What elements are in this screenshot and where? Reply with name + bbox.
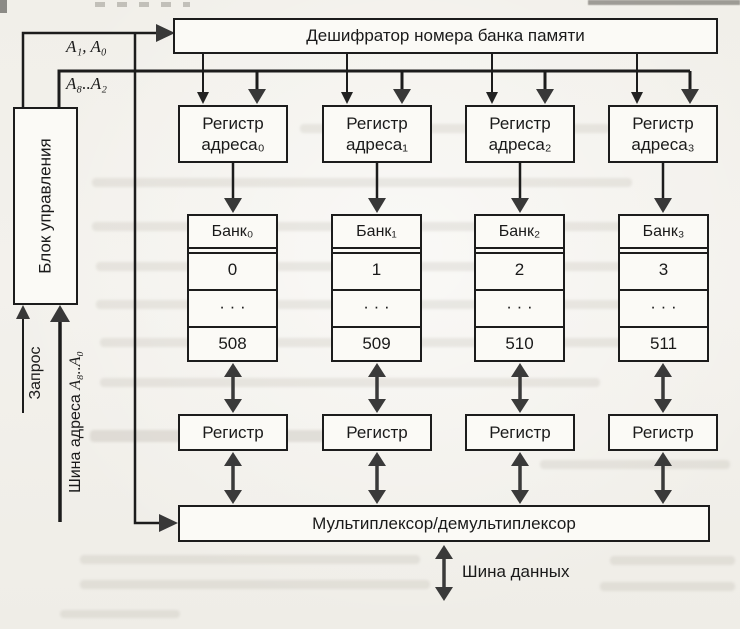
bank-1-box bbox=[331, 214, 422, 362]
arrowhead-bus bbox=[393, 89, 411, 104]
address-bus-label-text: Шина адреса bbox=[67, 389, 84, 493]
arrowhead-bank bbox=[511, 198, 529, 213]
bank-3-title: Банк₃ bbox=[620, 216, 707, 249]
bank-3-cell-first: 3 bbox=[620, 252, 707, 286]
signal-label-a1-a0: A₁, A₀ bbox=[66, 37, 107, 56]
multiplexer-box bbox=[178, 505, 710, 542]
arrowhead-mux-select bbox=[159, 514, 178, 532]
decoder-box bbox=[173, 18, 718, 54]
buffer-register-3-label: Регистр bbox=[632, 422, 694, 442]
address-register-2-line2: адреса₂ bbox=[488, 135, 552, 154]
bank-1-cell-ellipsis: · · · bbox=[333, 289, 420, 323]
address-register-2-box bbox=[465, 105, 575, 163]
arrowhead-bus bbox=[248, 89, 266, 104]
buffer-register-0-label: Регистр bbox=[202, 422, 264, 442]
arrowhead-request bbox=[16, 305, 30, 319]
bank-2-box bbox=[474, 214, 565, 362]
decoder-label: Дешифратор номера банка памяти bbox=[306, 26, 585, 45]
address-register-1-line1: Регистр bbox=[346, 114, 408, 133]
arrowhead-decoder bbox=[486, 92, 498, 104]
buffer-register-2-label: Регистр bbox=[489, 422, 551, 442]
bank-2-cell-last: 510 bbox=[476, 326, 563, 360]
buffer-register-2-box bbox=[465, 414, 575, 451]
buffer-register-1-label: Регистр bbox=[346, 422, 408, 442]
arrowhead-bus bbox=[681, 89, 699, 104]
arrowhead-address-bus bbox=[50, 305, 70, 322]
address-register-3-box bbox=[608, 105, 718, 163]
bank-3-cell-ellipsis: · · · bbox=[620, 289, 707, 323]
bank-0-cell-last: 508 bbox=[189, 326, 276, 360]
arrowhead-bank bbox=[368, 198, 386, 213]
signal-label-a8-a2: A₈..A₂ bbox=[66, 74, 108, 93]
buffer-register-3-box bbox=[608, 414, 718, 451]
address-register-3-line2: адреса₃ bbox=[631, 135, 695, 154]
request-label: Запрос bbox=[27, 346, 44, 400]
control-unit-label: Блок управления bbox=[35, 138, 55, 274]
multiplexer-label: Мультиплексор/демультиплексор bbox=[312, 513, 576, 533]
arrowhead-decoder bbox=[341, 92, 353, 104]
address-register-3-line1: Регистр bbox=[632, 114, 694, 133]
data-bus-label: Шина данных bbox=[462, 562, 570, 581]
bank-0-cell-ellipsis: · · · bbox=[189, 289, 276, 323]
arrowhead-decoder bbox=[631, 92, 643, 104]
bank-1-title: Банк₁ bbox=[333, 216, 420, 249]
arrowhead-bus bbox=[536, 89, 554, 104]
bank-3-cell-last: 511 bbox=[620, 326, 707, 360]
bank-0-cell-first: 0 bbox=[189, 252, 276, 286]
buffer-register-1-box bbox=[322, 414, 432, 451]
arrowhead-bank bbox=[224, 198, 242, 213]
select-wire-to-mux bbox=[135, 33, 161, 523]
address-register-0-line2: адреса₀ bbox=[201, 135, 265, 154]
bank-register-double-arrows bbox=[224, 363, 672, 413]
bank-2-title: Банк₂ bbox=[476, 216, 563, 249]
bank-2-cell-ellipsis: · · · bbox=[476, 289, 563, 323]
address-register-1-line2: адреса₁ bbox=[346, 135, 408, 154]
address-register-0-box bbox=[178, 105, 288, 163]
arrowhead-bank bbox=[654, 198, 672, 213]
control-unit-box bbox=[13, 107, 78, 305]
bank-1-cell-last: 509 bbox=[333, 326, 420, 360]
address-register-2-line1: Регистр bbox=[489, 114, 551, 133]
bank-2-cell-first: 2 bbox=[476, 252, 563, 286]
data-bus-double-arrow bbox=[435, 545, 453, 601]
register-mux-double-arrows bbox=[224, 452, 672, 504]
address-register-0-line1: Регистр bbox=[202, 114, 264, 133]
buffer-register-0-box bbox=[178, 414, 288, 451]
arrowhead-decoder bbox=[197, 92, 209, 104]
address-bus-label bbox=[67, 326, 85, 518]
bank-1-cell-first: 1 bbox=[333, 252, 420, 286]
address-register-1-box bbox=[322, 105, 432, 163]
address-bus-signal: A₈..A₀ bbox=[67, 351, 84, 390]
bank-3-box bbox=[618, 214, 709, 362]
bank-0-title: Банк₀ bbox=[189, 216, 276, 249]
bank-0-box bbox=[187, 214, 278, 362]
a8a2-bus-wire bbox=[59, 71, 690, 107]
